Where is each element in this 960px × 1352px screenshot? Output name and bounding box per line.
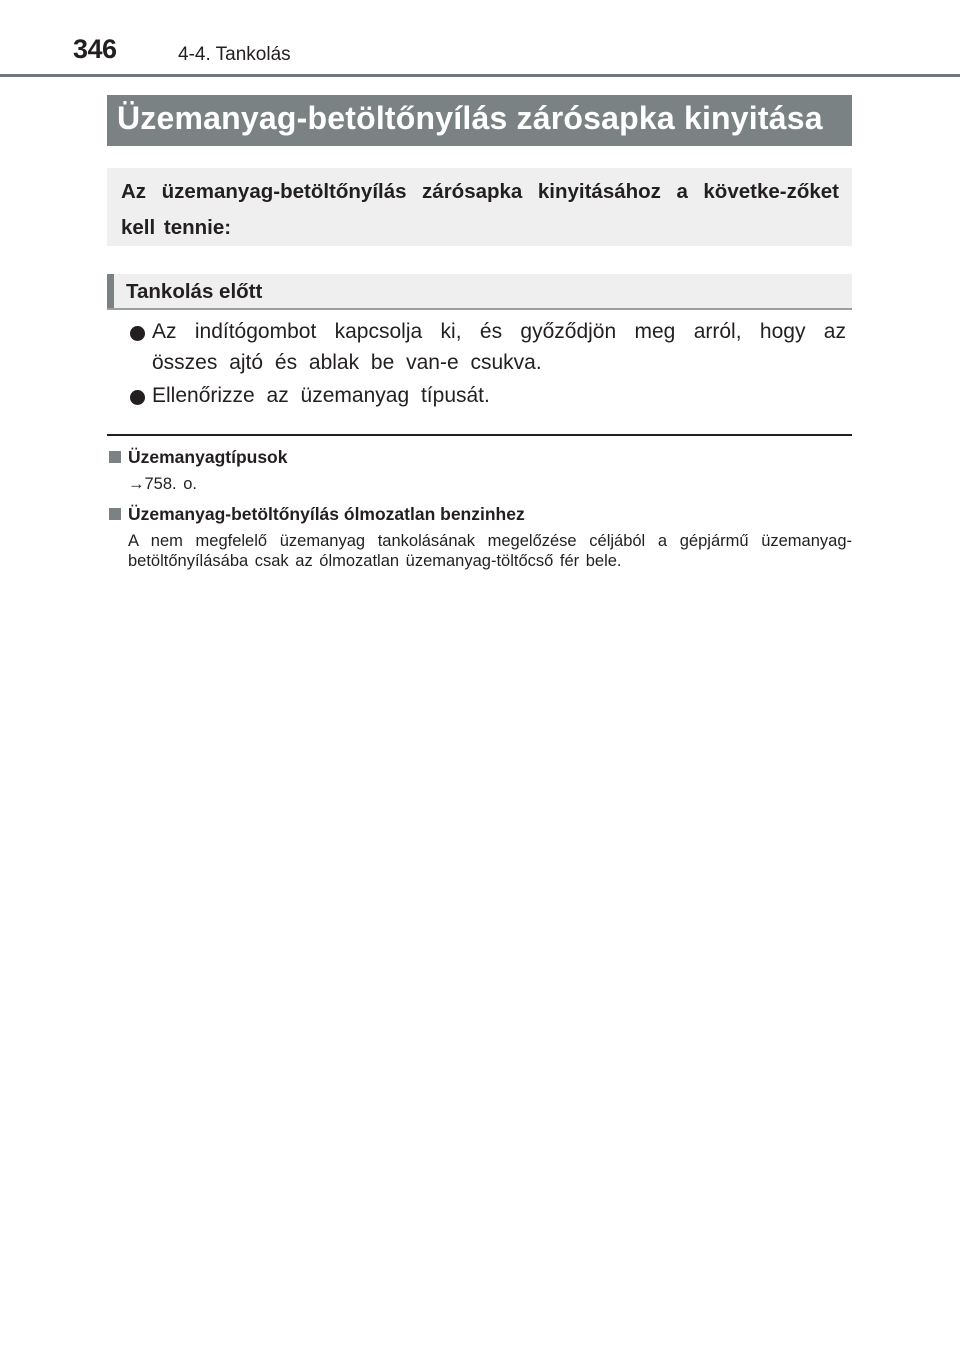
note-heading-text: Üzemanyag-betöltőnyílás ólmozatlan benzinhez: [128, 504, 525, 524]
bullet-dot-icon: [130, 390, 145, 405]
note-body: [107, 474, 852, 494]
header-rule: [0, 74, 960, 77]
intro-text: Az üzemanyag-betöltőnyílás zárósapka kinyitásához a követke-zőket kell tennie:: [121, 180, 839, 239]
page-reference-link[interactable]: 758. o.: [144, 475, 197, 493]
bullet-text: Az indítógombot kapcsolja ki, és győződjön meg arról, hogy az összes ajtó és ablak be van-e csukva.: [152, 320, 846, 374]
arrow-right-icon: →: [128, 475, 145, 493]
list-item: [130, 381, 846, 412]
square-bullet-icon: [109, 451, 121, 463]
intro-box: [107, 168, 852, 246]
note-heading: [107, 446, 852, 468]
title-bar: [107, 95, 852, 146]
page-title: Üzemanyag-betöltőnyílás zárósapka kinyitása: [117, 100, 823, 136]
section-label: 4-4. Tankolás: [178, 44, 291, 65]
bullet-list: [130, 317, 846, 415]
subheading-bar: [107, 274, 852, 310]
subheading: Tankolás előtt: [126, 280, 263, 303]
bullet-dot-icon: [130, 326, 145, 341]
list-item: [130, 317, 846, 378]
note-fuel-types: [107, 446, 852, 494]
bullet-text: Ellenőrizze az üzemanyag típusát.: [152, 384, 490, 407]
square-bullet-icon: [109, 508, 121, 520]
section-divider: [107, 434, 852, 436]
subheading-accent: [107, 274, 114, 308]
note-unleaded-filler: [107, 503, 852, 571]
page-header: [0, 0, 960, 80]
page-number: 346: [73, 34, 117, 64]
note-heading-text: Üzemanyagtípusok: [128, 447, 288, 467]
note-heading: [107, 503, 852, 525]
note-body: A nem megfelelő üzemanyag tankolásának megelőzése céljából a gépjármű üzemanyag-betöltőnyílásába csak az ólmozatlan üzemanyag-töltőcső fér bele.: [128, 532, 852, 570]
